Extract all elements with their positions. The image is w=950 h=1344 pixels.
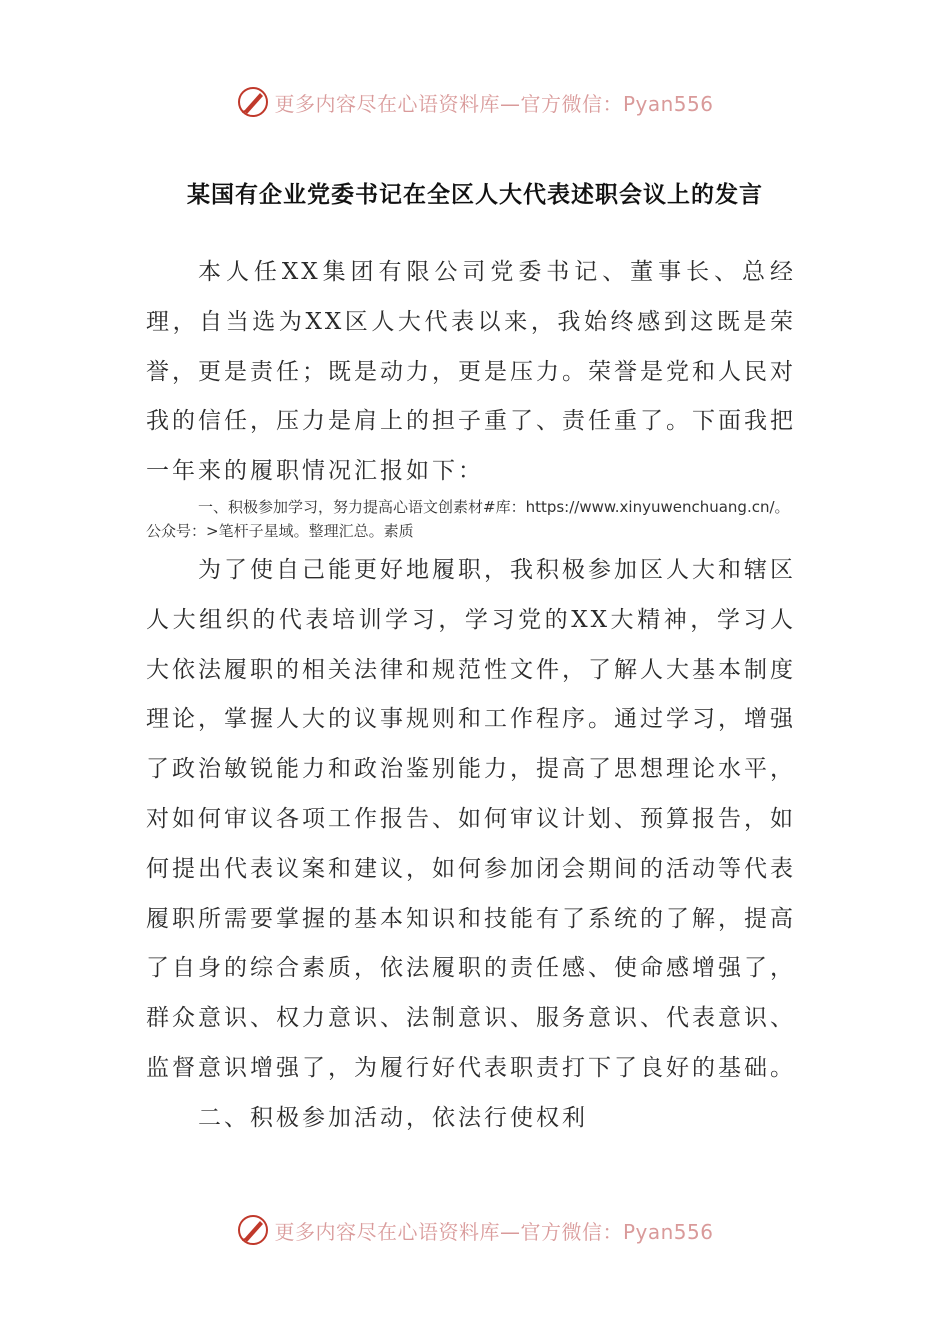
paragraph-study: 为了使自己能更好地履职，我积极参加区人大和辖区人大组织的代表培训学习，学习党的XX大精神，学习人大依法履职的相关法律和规范性文件，了解人大基本制度理论，掌握人大的议事规则和工作程序。通过学习，增强了政治敏锐能力和政治鉴别能力，提高了思想理论水平，对如何审议各项工作报告、如何审议计划、预算报告，如何提出代表议案和建议，如何参加闭会期间的活动等代表履职所需要掌握的基本知识和技能有了系统的了解，提高了自身的综合素质，依法履职的责任感、使命感增强了，群众意识、权力意识、法制意识、服务意识、代表意识、监督意识增强了，为履行好代表职责打下了良好的基础。 xyxy=(146,557,796,1081)
section-heading-2: 二、积极参加活动，依法行使权利 xyxy=(198,1105,588,1131)
watermark-footer xyxy=(0,1210,950,1250)
watermark-text: 更多内容尽在心语资料库—官方微信：Pyan556 xyxy=(274,91,714,116)
paragraph-intro: 本人任XX集团有限公司党委书记、董事长、总经理，自当选为XX区人大代表以来，我始终感到这既是荣誉，更是责任；既是动力，更是压力。荣誉是党和人民对我的信任，压力是肩上的担子重了、责任重了。下面我把一年来的履职情况汇报如下： xyxy=(146,259,796,485)
document-title: 某国有企业党委书记在全区人大代表述职会议上的发言 xyxy=(187,181,763,208)
watermark-header xyxy=(0,82,950,122)
pen-logo-icon xyxy=(236,1213,270,1247)
watermark-text: 更多内容尽在心语资料库—官方微信：Pyan556 xyxy=(274,1219,714,1244)
section-heading-1-note: 一、积极参加学习，努力提高心语文创素材#库：https://www.xinyuwenchuang.cn/。公众号：>笔杆子星域。整理汇总。素质 xyxy=(146,498,790,540)
pen-logo-icon xyxy=(236,85,270,119)
